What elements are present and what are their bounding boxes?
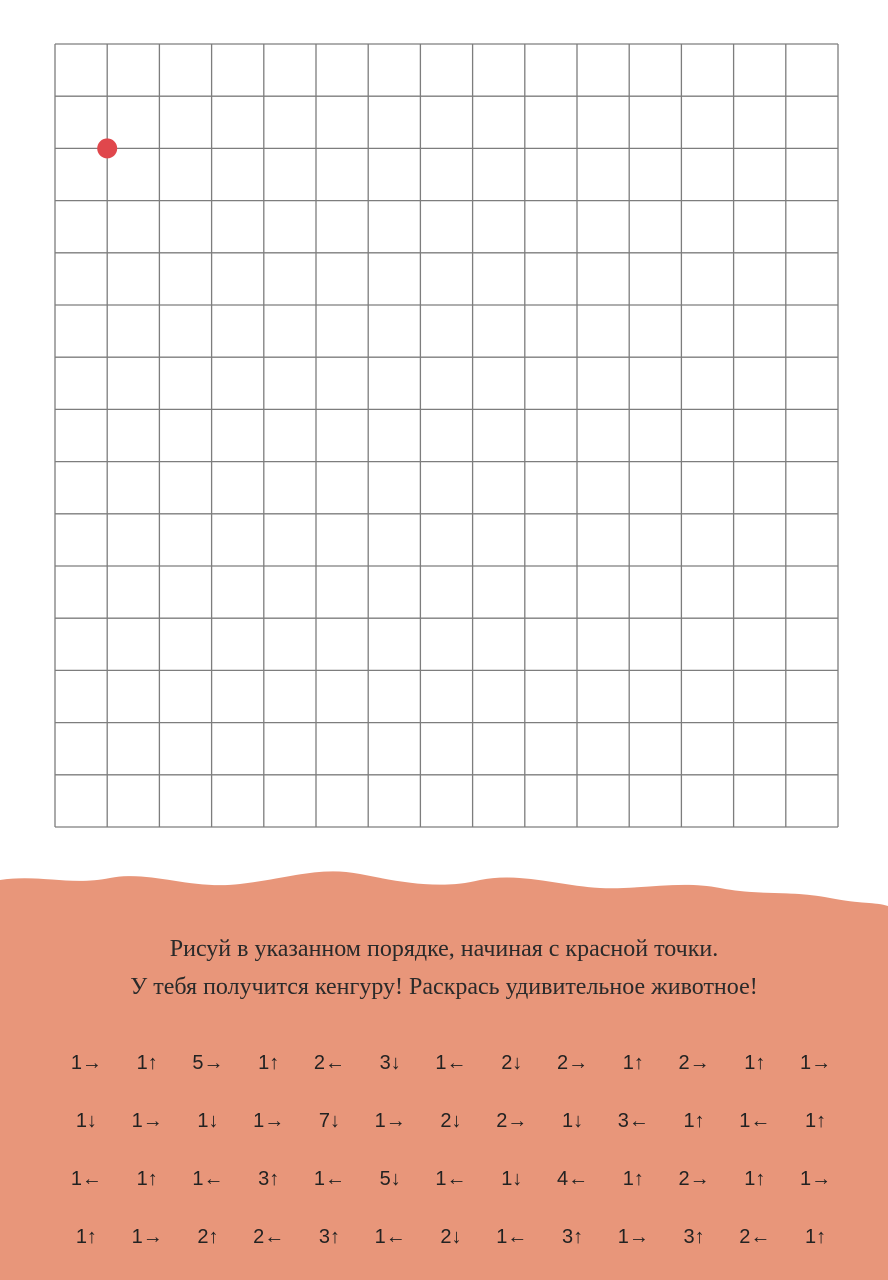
step: 2← [739,1225,771,1248]
step: 2↓ [501,1051,523,1074]
step: 1← [70,1167,102,1190]
step: 1← [496,1225,528,1248]
step: 1← [374,1225,406,1248]
step: 1↑ [683,1109,705,1132]
step: 1↑ [136,1051,158,1074]
step: 2↑ [197,1225,219,1248]
step: 3↑ [258,1167,280,1190]
step: 1→ [617,1225,649,1248]
step: 2← [313,1051,346,1074]
step: 1↓ [75,1109,97,1132]
step-sequence [56,1034,846,1266]
start-dot [97,138,117,158]
step: 1← [435,1167,467,1190]
step: 1→ [131,1109,163,1132]
step: 7↓ [318,1109,341,1132]
step: 1↓ [501,1167,523,1190]
step: 2↓ [440,1225,462,1248]
step: 1→ [800,1051,832,1074]
step: 3↑ [683,1225,705,1248]
step: 1← [313,1167,346,1190]
step: 2→ [678,1051,710,1074]
step: 1↑ [744,1167,766,1190]
step: 1← [192,1167,224,1190]
step: 1↑ [805,1109,827,1132]
step-row [56,1034,846,1092]
step: 1→ [374,1109,406,1132]
instruction-line-2: У тебя получится кенгуру! Раскрась удивительное животное! [130,974,758,1000]
instruction-line-1: Рисуй в указанном порядке, начиная с красной точки. [169,936,719,962]
step: 2→ [496,1109,528,1132]
step: 2→ [678,1167,710,1190]
step: 4← [556,1167,589,1190]
step: 5→ [192,1051,224,1074]
step: 1→ [253,1109,285,1132]
step: 3↑ [561,1225,584,1248]
step: 1→ [70,1051,102,1074]
step: 1↑ [136,1167,158,1190]
step: 1↑ [744,1051,766,1074]
step-row [56,1208,846,1266]
step: 3↓ [379,1051,401,1074]
step: 1→ [800,1167,832,1190]
step: 1← [739,1109,771,1132]
step: 1↑ [622,1167,644,1190]
step: 1↑ [805,1225,827,1248]
step: 1↑ [622,1051,644,1074]
step-row [56,1092,846,1150]
step-row [56,1150,846,1208]
step: 2→ [556,1051,589,1074]
step: 5↓ [379,1167,401,1190]
step: 1↑ [258,1051,280,1074]
step: 1↓ [197,1109,219,1132]
step: 3↑ [318,1225,341,1248]
instructions-text [0,930,888,1006]
step: 1← [435,1051,467,1074]
step: 2↓ [440,1109,462,1132]
step: 1→ [131,1225,163,1248]
step: 2← [253,1225,285,1248]
step: 3← [617,1109,649,1132]
step: 1↑ [75,1225,97,1248]
step: 1↓ [561,1109,584,1132]
